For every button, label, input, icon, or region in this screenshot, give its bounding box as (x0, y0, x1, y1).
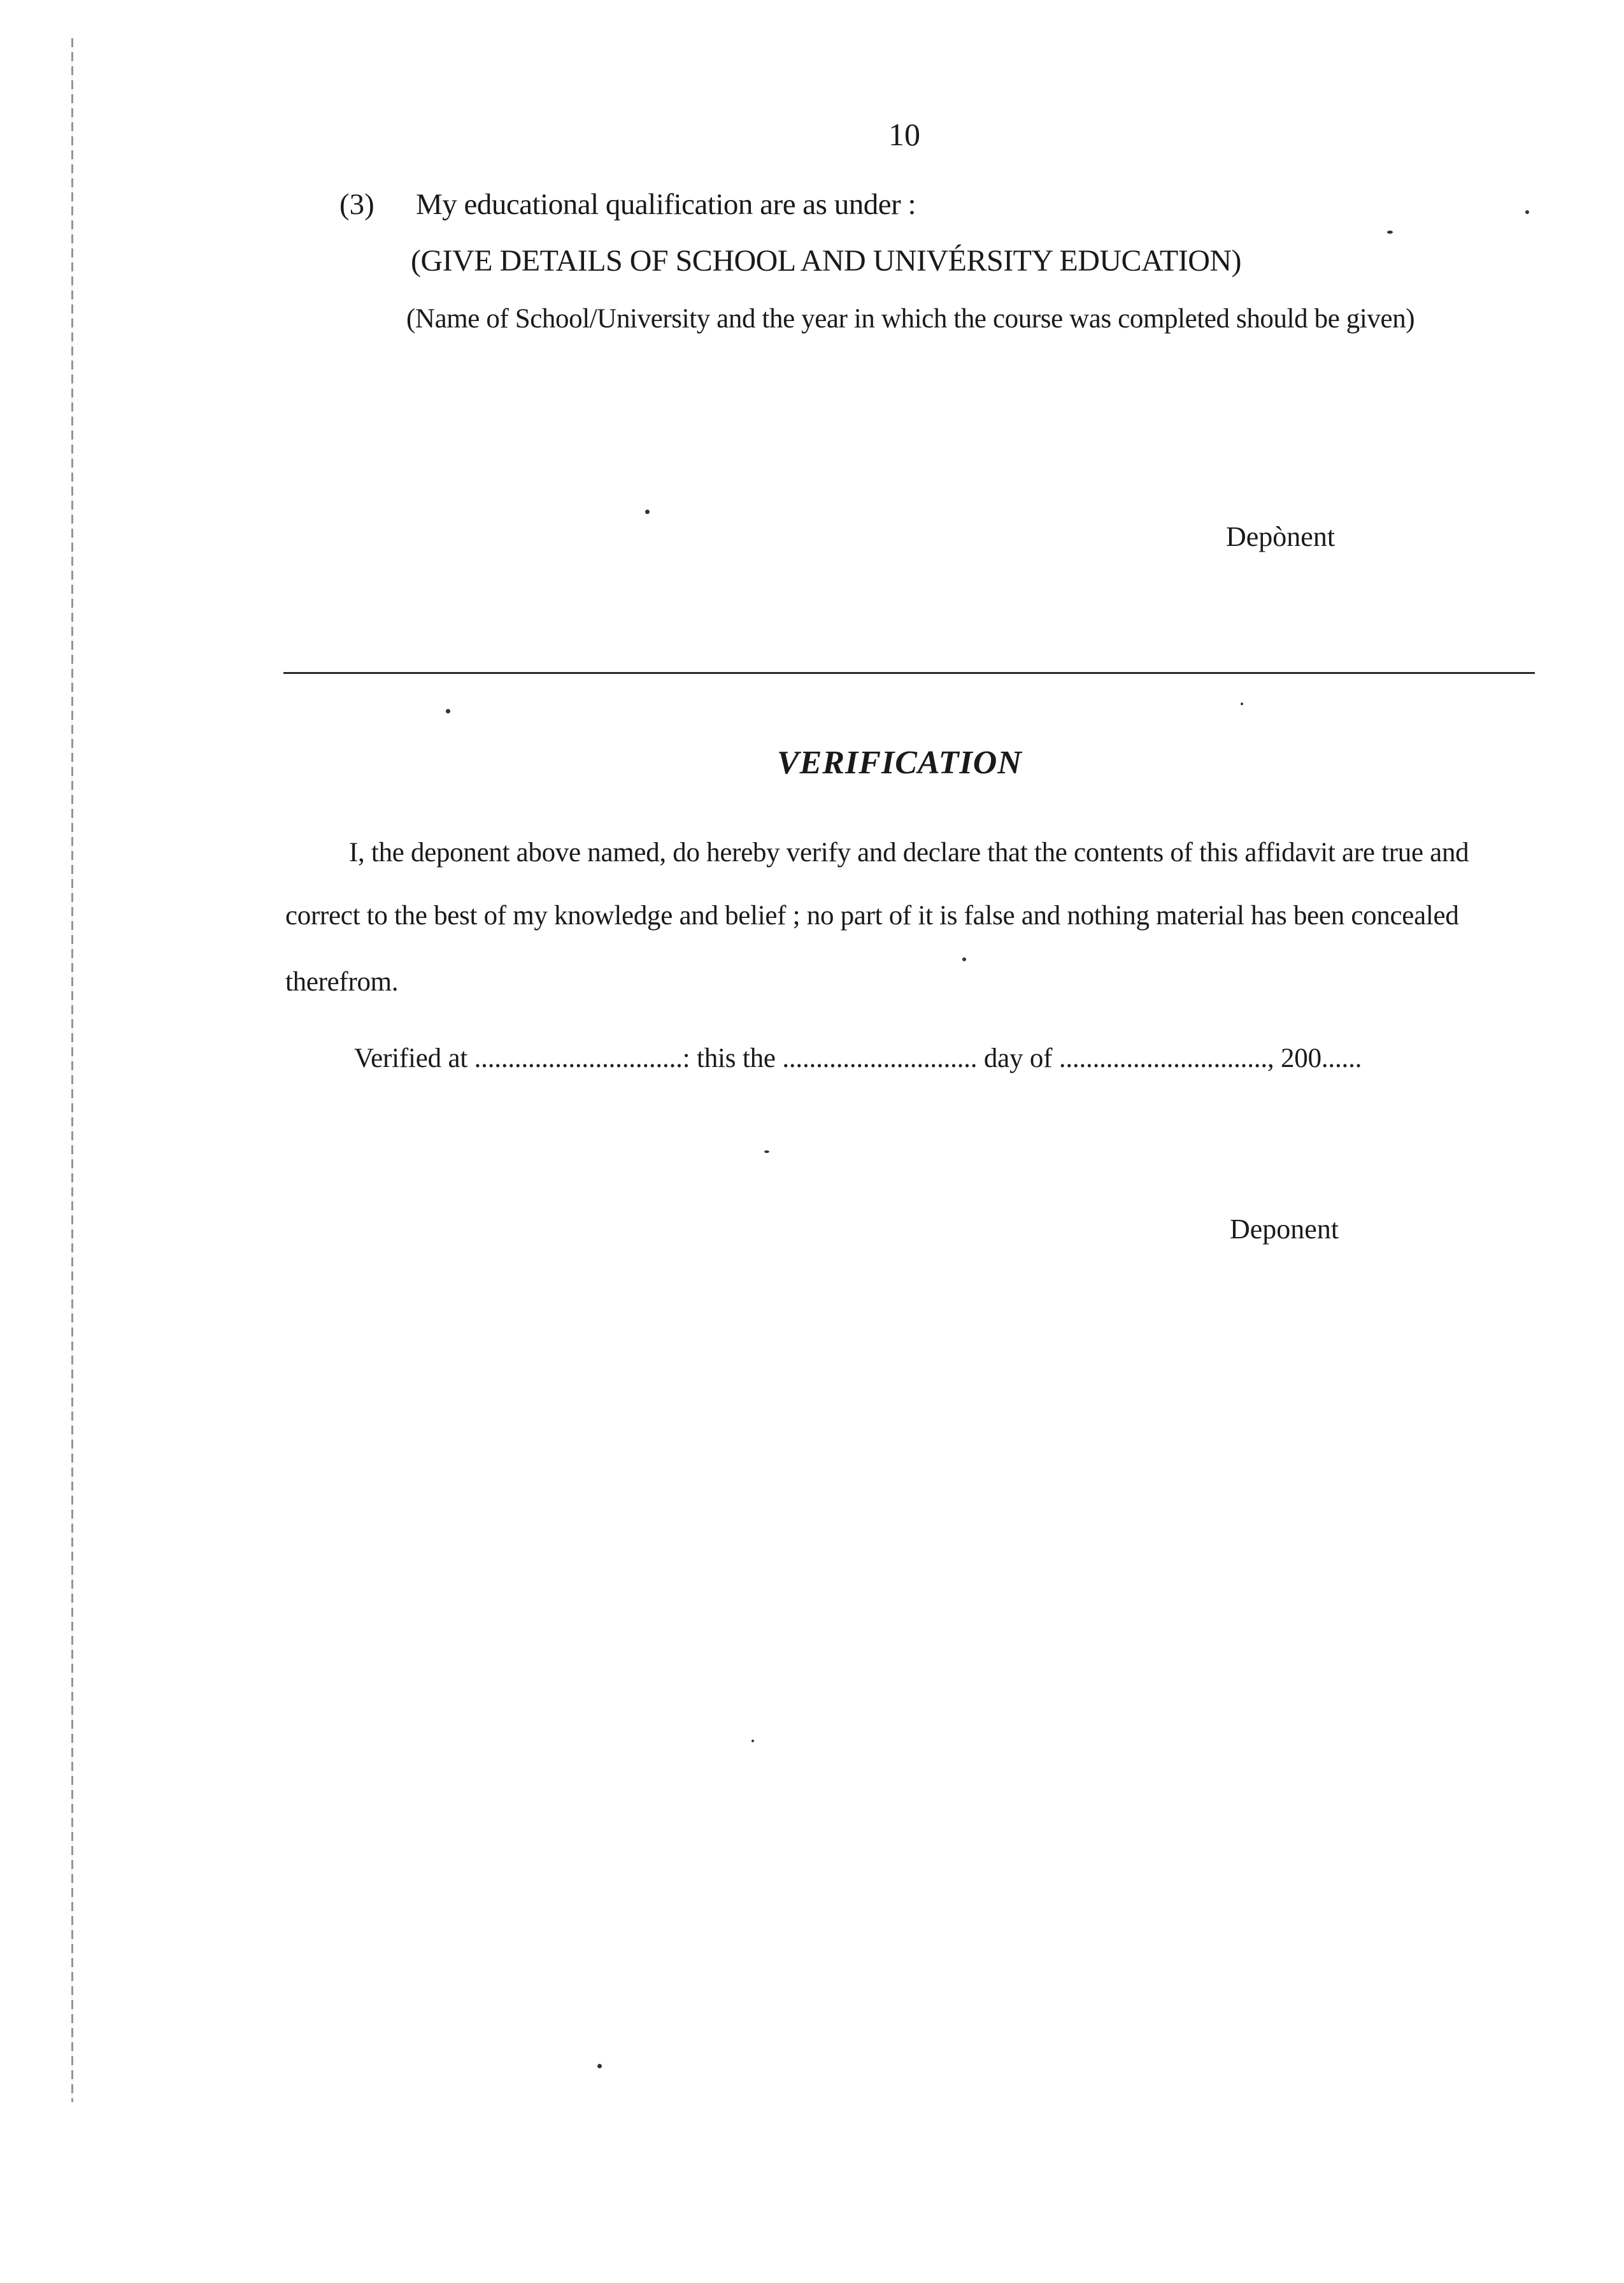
verification-paragraph-line: correct to the best of my knowledge and belief ; no part of it is false and nothing material has been concealed (285, 901, 1459, 931)
scan-speck (645, 510, 650, 514)
item-instruction: (GIVE DETAILS OF SCHOOL AND UNIVÉRSITY EDUCATION) (411, 244, 1242, 278)
scan-speck (962, 957, 966, 961)
verification-paragraph-line: I, the deponent above named, do hereby verify and declare that the contents of this affidavit are true and (349, 838, 1469, 868)
verified-at-line: Verified at ...............................: this the ............................. day of ..............................., 200...... (354, 1043, 1362, 1073)
verification-title: VERIFICATION (777, 745, 1022, 781)
item-note: (Name of School/University and the year in which the course was completed should be given) (406, 304, 1415, 334)
deponent-signature-label: Deponent (1230, 1213, 1339, 1245)
scan-speck (1241, 703, 1243, 705)
scan-speck (446, 709, 450, 713)
item-heading: My educational qualification are as under : (416, 188, 916, 221)
scan-edge-artifact (71, 38, 73, 2102)
deponent-signature-label: Depònent (1226, 521, 1336, 552)
scan-speck (751, 1740, 754, 1742)
scan-speck (764, 1150, 769, 1153)
page-number: 10 (888, 117, 920, 152)
scan-speck (1525, 210, 1529, 214)
scan-speck (597, 2064, 602, 2068)
item-number: (3) (339, 188, 374, 221)
section-divider (283, 672, 1535, 674)
scan-speck (1387, 231, 1393, 234)
verification-paragraph-line: therefrom. (285, 967, 399, 997)
